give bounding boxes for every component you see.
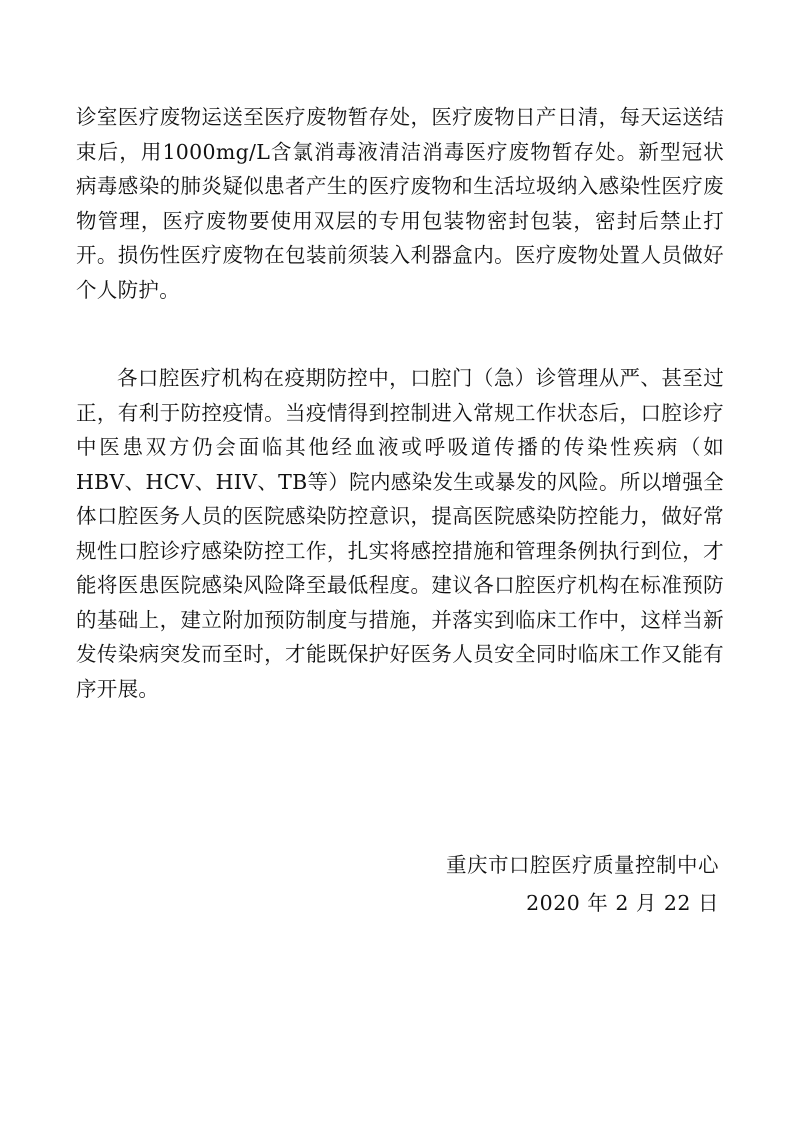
paragraph-medical-waste: 诊室医疗废物运送至医疗废物暂存处，医疗废物日产日清，每天运送结束后，用1000mg/L含氯消毒液清洁消毒医疗废物暂存处。新型冠状病毒感染的肺炎疑似患者产生的医疗废物和生活垃圾纳入感染性医疗废物管理，医疗废物要使用双层的专用包装物密封包装，密封后禁止打开。损伤性医疗废物在包装前须装入利器盒内。医疗废物处置人员做好个人防护。 — [76, 105, 724, 302]
signature-date: 2020 年 2 月 22 日 — [526, 891, 719, 915]
signature-organization: 重庆市口腔医疗质量控制中心 — [446, 853, 719, 877]
paragraph-infection-control: 各口腔医疗机构在疫期防控中，口腔门（急）诊管理从严、甚至过正，有利于防控疫情。当疫情得到控制进入常规工作状态后，口腔诊疗中医患双方仍会面临其他经血液或呼吸道传播的传染性疾病（如HBV、HCV、HIV、TB等）院内感染发生或暴发的风险。所以增强全体口腔医务人员的医院感染防控意识，提高医院感染防控能力，做好常规性口腔诊疗感染防控工作，扎实将感控措施和管理条例执行到位，才能将医患医院感染风险降至最低程度。建议各口腔医疗机构在标准预防的基础上，建立附加预防制度与措施，并落实到临床工作中，这样当新发传染病突发而至时，才能既保护好医务人员安全同时临床工作又能有序开展。 — [76, 366, 724, 701]
